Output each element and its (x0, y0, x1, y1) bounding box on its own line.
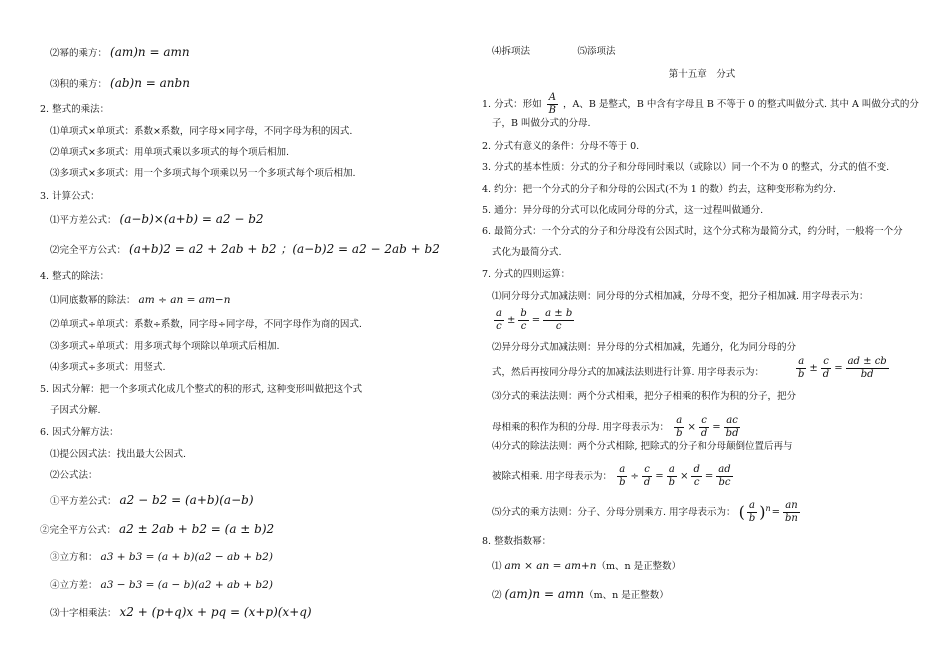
text-line: 子，B 叫做分式的分母. (492, 118, 591, 129)
formula-different-denominator: $\frac{a}{b}$ ± $\frac{c}{d}$ = $\frac{ad \pm cb}{bd}$ (798, 356, 887, 380)
text-line: 式化为最简分式. (492, 247, 562, 258)
text-line: ⑴同分母分式加减法则：同分母的分式相加减，分母不变，把分子相加减. 用字母表示为： (492, 291, 869, 302)
section-heading: 7. 分式的四则运算： (482, 269, 571, 280)
formula-line: ⑴平方差公式： (a−b)×(a+b) = a2 − b2 (50, 212, 264, 226)
formula-line: ①平方差公式： a2 − b2 = (a+b)(a−b) (50, 493, 254, 507)
text-line: ⑴单项式×单项式：系数×系数，同字母×同字母，不同字母为积的因式. (50, 126, 353, 137)
text-line: ⑶多项式÷单项式：用多项式每个项除以单项式后相加. (50, 341, 280, 352)
section-heading: 8. 整数指数幂： (482, 536, 552, 547)
chapter-title: 第十五章 分式 (668, 69, 736, 80)
text-line: ⑶多项式×多项式：用一个多项式每个项乘以另一个多项式每个项后相加. (50, 168, 356, 179)
text-line: 6. 最简分式：一个分式的分子和分母没有公因式时，这个分式称为最简分式，约分时，一般将一个分 (482, 226, 903, 237)
formula-multiplication: 母相乘的积作为积的分母. 用字母表示为： $\frac{a}{b}$ × $\frac{c}{d}$ = $\frac{ac}{bd}$ (492, 415, 739, 439)
text-line: 子因式分解. (50, 405, 101, 416)
section-heading: 6. 因式分解方法： (40, 427, 119, 438)
formula-same-denominator: $\frac{a}{c}$ ± $\frac{b}{c}$ = $\frac{a \pm b}{c}$ (496, 308, 573, 332)
power-of-power-line: ⑵幂的乘方： (am)n = amn (50, 45, 190, 59)
definition-line: 1. 分式：形如 $\frac{A}{B}$ ，A、B 是整式，B 中含有字母且 B 不等于 0 的整式叫做分式. 其中 A 叫做分式的分 (482, 92, 919, 116)
formula-line: ②完全平方公式： a2 ± 2ab + b2 = (a ± b)2 (40, 522, 275, 536)
formula-line: ③立方和： a3 + b3 = (a + b)(a2 − ab + b2) (50, 551, 273, 563)
text-line: 3. 分式的基本性质：分式的分子和分母同时乘以（或除以）同一个不为 0 的整式，分式的值不变. (482, 162, 890, 173)
text-line: ⑷分式的除法法则：两个分式相除, 把除式的分子和分母颠倒位置后再与 (492, 441, 793, 452)
text-line: ⑵公式法： (50, 470, 98, 481)
formula-division: 被除式相乘. 用字母表示为： $\frac{a}{b}$ ÷ $\frac{c}{d}$ = $\frac{a}{b}$ × $\frac{d}{c}$ = $\frac{ad}{bc}$ (492, 464, 731, 488)
methods-line: ⑷拆项法 ⑸添项法 (492, 46, 616, 57)
power-of-product-line: ⑶积的乘方： (ab)n = anbn (50, 76, 190, 90)
text-line: 式，然后再按同分母分式的加减法法则进行计算. 用字母表示为： (492, 367, 765, 378)
text-line: ⑵异分母分式加减法则：异分母的分式相加减，先通分，化为同分母的分 (492, 342, 797, 353)
text-line: ⑶分式的乘法法则：两个分式相乘，把分子相乘的积作为积的分子，把分 (492, 391, 797, 402)
formula-line: ⑵完全平方公式： (a+b)2 = a2 + 2ab + b2 ；(a−b)2 = a2 − 2ab + b2 (50, 242, 440, 256)
text-line: 4. 约分：把一个分式的分子和分母的公因式(不为 1 的数）约去，这种变形称为约分. (482, 184, 836, 195)
section-heading: 3. 计算公式： (40, 191, 100, 202)
text-line: 2. 分式有意义的条件：分母不等于 0. (482, 141, 640, 152)
text-line: ⑴提公因式法：找出最大公因式. (50, 449, 187, 460)
formula-line: ⑵ (am)n = amn（m、n 是正整数） (492, 587, 669, 601)
section-heading: 4. 整式的除法： (40, 271, 110, 282)
text-line: ⑵单项式×多项式：用单项式乘以多项式的每个项后相加. (50, 147, 289, 158)
text-line: 5. 通分：异分母的分式可以化成同分母的分式，这一过程叫做通分. (482, 205, 764, 216)
formula-line: ④立方差： a3 − b3 = (a − b)(a2 + ab + b2) (50, 579, 273, 591)
text-line: ⑷多项式÷多项式：用竖式. (50, 362, 166, 373)
formula-line: ⑴同底数幂的除法： am ÷ an = am−n (50, 294, 231, 306)
text-line: ⑵单项式÷单项式：系数÷系数，同字母÷同字母，不同字母作为商的因式. (50, 319, 362, 330)
formula-line: ⑶十字相乘法： x2 + (p+q)x + pq = (x+p)(x+q) (50, 605, 312, 619)
fraction: $\frac{A}{B}$ (548, 92, 556, 116)
section-heading: 5. 因式分解：把一个多项式化成几个整式的积的形式, 这种变形叫做把这个式 (40, 384, 363, 395)
formula-line: ⑴ am × an = am+n（m、n 是正整数） (492, 560, 682, 572)
section-heading: 2. 整式的乘法： (40, 104, 110, 115)
formula-power: ⑸分式的乘方法则：分子、分母分别乘方. 用字母表示为： ( $\frac{a}{b}$ )$^n$= $\frac{an}{bn}$ (492, 500, 798, 524)
